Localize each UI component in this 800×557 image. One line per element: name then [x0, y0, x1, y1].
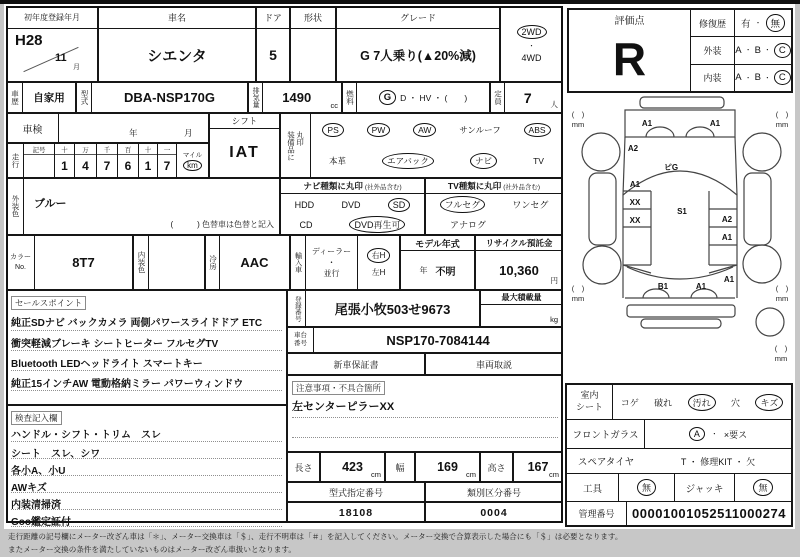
- import-parallel: 並行: [323, 269, 340, 279]
- equip-airbag-circled: エアバック: [382, 153, 434, 169]
- mileage-digit-100: 6: [124, 159, 132, 173]
- mileage-unit-mile: マイル: [182, 152, 203, 159]
- sales-line-2: 衝突軽減ブレーキ シートヒーター フルセグTV: [11, 331, 282, 351]
- import-lh: 左H: [371, 267, 386, 277]
- sales-line-1: 純正SDナビ バックカメラ 両側パワースライドドア ETC: [11, 311, 282, 331]
- mileage-digit-1: 7: [163, 159, 171, 173]
- front-bumper-strip: [640, 97, 724, 108]
- rating-score: R: [612, 33, 647, 85]
- shaken-cell: [6, 113, 209, 143]
- drive-type-cell: [500, 6, 563, 82]
- exterior-color-cell: [6, 178, 280, 235]
- mark-rear-a1: A1: [695, 282, 707, 291]
- width-label: 幅: [385, 452, 415, 482]
- drive-2wd-circled: 2WD: [517, 25, 547, 39]
- footer-note-line-2: またメーター交換の条件を満たしていないものはメーター改ざん車扱いとなります。: [8, 545, 296, 554]
- ac-label: 冷房: [206, 236, 220, 289]
- tv-fullseg-circled: フルセグ: [440, 196, 486, 213]
- seat-kizu-circled: キズ: [755, 394, 783, 411]
- left-fender-line: [623, 137, 625, 195]
- width-unit: cm: [466, 470, 476, 479]
- note-line-6: Goo鑑定証付: [11, 510, 282, 527]
- mark-front-left: A1: [641, 119, 653, 128]
- navi-sd-circled: SD: [388, 198, 411, 212]
- exterior-grade-b: B: [754, 44, 761, 56]
- spare-tire-label: スペアタイヤ: [577, 457, 635, 468]
- tv-oneseg: ワンセグ: [512, 200, 549, 210]
- fuel-gasoline-circled: G: [379, 90, 396, 105]
- tread-bracket-fl: ( ): [571, 110, 585, 119]
- registration-cell: [287, 290, 480, 327]
- equip-abs-circled: ABS: [524, 123, 551, 137]
- exterior-grade-a: A: [735, 44, 742, 56]
- mark-roof-s1: S1: [677, 207, 687, 216]
- seat-yogore-circled: 汚れ: [688, 394, 716, 411]
- max-load-label: 最大積載量: [481, 291, 562, 305]
- tread-mm-spare: mm: [774, 354, 788, 363]
- mileage-label: 走行: [7, 144, 24, 177]
- history-value: 自家用: [33, 92, 65, 104]
- mark-right-a1: A1: [721, 233, 733, 242]
- windshield-a-circled: A: [689, 427, 705, 441]
- note-line-1: ハンドル・シフト・トリム スレ: [11, 426, 282, 442]
- headlight-arc-left: [646, 127, 674, 137]
- car-name-cell: [98, 6, 256, 82]
- repair-dot: ・: [754, 20, 762, 28]
- classification-value: 0004: [425, 502, 563, 523]
- right-side-panel: [744, 173, 771, 245]
- chassis-label-2: 番号: [294, 340, 307, 347]
- note-line-3: 各小A、小U: [11, 459, 282, 476]
- drive-4wd: 4WD: [521, 53, 542, 63]
- rear-left-wheel: [583, 246, 621, 284]
- tools-label: 工具: [567, 474, 619, 501]
- tools-none-circled: 無: [637, 479, 656, 496]
- navi-hdd: HDD: [294, 199, 315, 210]
- exterior-grade-c-circled: C: [774, 43, 791, 58]
- interior-dot-2: ・: [763, 74, 771, 82]
- mileage-header-100k: 十: [55, 144, 74, 155]
- caution-empty-1: [292, 418, 558, 438]
- navi-type-sublabel: (社外品含む): [364, 183, 402, 191]
- seat-ana: 穴: [731, 397, 741, 408]
- import-dot: ・: [327, 257, 336, 267]
- mark-windshield: ピG: [663, 163, 679, 172]
- control-no-value: 00001001052511000274: [632, 506, 786, 521]
- mark-rear-right-a1: A1: [723, 275, 735, 284]
- exterior-color-value: ブルー: [34, 198, 67, 210]
- rear-window-arc: [627, 267, 733, 279]
- mark-rear-b1: B1: [657, 282, 669, 291]
- classification-label: 類別区分番号: [425, 482, 563, 502]
- front-left-wheel: [582, 133, 620, 171]
- headlight-arc-right: [686, 127, 714, 137]
- height-label: 高さ: [480, 452, 513, 482]
- mileage-header-10: 十: [139, 144, 157, 155]
- car-damage-diagram: [565, 93, 795, 383]
- new-car-warranty-cell: 新車保証書: [287, 353, 425, 375]
- model-year-cell: [400, 235, 475, 290]
- tv-analog: アナログ: [450, 220, 487, 230]
- windshield-dot: ・: [710, 431, 718, 438]
- shaken-month-unit: 月: [184, 128, 193, 138]
- seat-label-2: シート: [575, 402, 603, 412]
- windshield-label: フロントガラス: [567, 420, 645, 448]
- navi-type-label: ナビ種類に丸印: [303, 181, 363, 191]
- equip-aw-circled: AW: [413, 123, 436, 137]
- color-no-label-2: No.: [15, 263, 26, 271]
- first-registration-label: 初年度登録年月: [7, 7, 97, 29]
- interior-color-label: 内装色: [134, 236, 149, 289]
- tv-type-cell: [425, 178, 563, 235]
- car-name-value: シエンタ: [147, 47, 207, 65]
- recycle-label: リサイクル預託金: [476, 236, 562, 251]
- rear-right-wheel: [743, 245, 781, 283]
- shaken-year-unit: 年: [129, 128, 138, 138]
- displacement-unit: cc: [330, 101, 338, 110]
- shift-cell: [209, 113, 280, 178]
- fuel-other-options: D ・ HV ・ ( ): [400, 92, 468, 103]
- mark-left-xx2: XX: [629, 216, 641, 225]
- capacity-label: 定員: [491, 83, 505, 112]
- jack-none-circled: 無: [753, 479, 772, 496]
- diagonal-divider: [23, 47, 78, 72]
- equip-tv: TV: [533, 156, 544, 167]
- chassis-label-1: 車台: [294, 331, 307, 339]
- repair-history-label: 修復歴: [691, 10, 735, 36]
- rear-bumper-upper: [627, 305, 735, 317]
- import-cell: [290, 235, 400, 290]
- tv-type-label: TV種類に丸印: [447, 181, 502, 191]
- max-load-unit: kg: [550, 315, 558, 324]
- import-rh-circled: 右H: [367, 248, 391, 263]
- tread-bracket-rr: ( ): [775, 284, 789, 293]
- type-designation-label: 型式指定番号: [287, 482, 425, 502]
- recycle-deposit-cell: [475, 235, 563, 290]
- seat-yabure: 破れ: [654, 397, 673, 408]
- rear-bumper-lower: [641, 319, 721, 328]
- mileage-digit-10k: 4: [82, 159, 89, 173]
- import-dealer: ディーラー: [311, 246, 352, 256]
- car-name-label: 車名: [99, 7, 255, 29]
- shape-cell: [290, 6, 336, 82]
- chassis-no-value: NSP170-7084144: [386, 332, 490, 348]
- caution-tag: 注意事項・不具合箇所: [292, 381, 385, 395]
- mileage-digit-kigo: [24, 155, 54, 177]
- color-no-label-1: カラー: [10, 254, 31, 262]
- interior-grade-a: A: [735, 72, 742, 84]
- displacement-cell: [248, 82, 342, 113]
- shape-label: 形状: [291, 7, 335, 29]
- inspection-notes-box: [6, 405, 287, 528]
- interior-grade-b: B: [754, 72, 761, 84]
- model-year-value: 不明: [435, 266, 456, 278]
- max-load-cell: [480, 290, 563, 327]
- mark-front-right: A1: [709, 119, 721, 128]
- mark-left-a1: A1: [629, 180, 641, 189]
- navi-dvd: DVD: [341, 199, 361, 210]
- type-designation-value: 18108: [287, 502, 425, 523]
- interior-color-value: [149, 236, 204, 289]
- top-scan-bar: [0, 0, 800, 4]
- repair-yes: 有: [740, 19, 751, 31]
- width-value-cell: [415, 452, 480, 482]
- right-condition-table: [565, 383, 793, 527]
- registration-label: 登録番号: [288, 291, 306, 326]
- mileage-header-1k: 千: [97, 144, 117, 155]
- spare-tire-value: T ・ 修理KIT ・ 欠: [680, 456, 756, 467]
- length-value-cell: [320, 452, 385, 482]
- model-code-cell: [76, 82, 248, 113]
- jack-label: ジャッキ: [675, 474, 735, 501]
- seat-koge: コゲ: [620, 397, 639, 408]
- mileage-unit-km-circled: km: [183, 160, 202, 171]
- color-no-value: 8T7: [72, 255, 95, 270]
- exterior-dot-2: ・: [763, 47, 771, 55]
- seat-label-1: 室内: [580, 390, 599, 401]
- windshield-rest: ×要ス: [723, 429, 748, 440]
- door-value: 5: [269, 47, 277, 63]
- rating-box: [567, 8, 793, 93]
- length-value: 423: [342, 460, 363, 474]
- history-label: 車歴: [7, 83, 23, 112]
- mileage-digit-100k: 1: [61, 159, 68, 173]
- spare-tire: [756, 308, 784, 336]
- first-registration-cell: [6, 6, 98, 82]
- right-fender-line: [735, 137, 737, 195]
- drive-dot: ・: [528, 43, 535, 50]
- model-year-unit: 年: [419, 265, 428, 275]
- model-code-value: DBA-NSP170G: [123, 90, 216, 105]
- mark-left-xx1: XX: [629, 198, 641, 207]
- ac-value: AAC: [240, 255, 269, 270]
- exterior-grade-label: 外装: [691, 37, 735, 63]
- control-no-label: 管理番号: [567, 502, 627, 525]
- door-cell: [256, 6, 290, 82]
- footer-note-line-1: 走行距離の記号欄にメーター改ざん車は「＊」、メーター交換車は「＄」、走行不明車は「＃」を記入してください。メーター交換で合算表示した場合にも「＄」は必要となります。: [8, 532, 623, 541]
- recycle-unit: 円: [550, 276, 558, 285]
- tread-bracket-rl: ( ): [571, 284, 585, 293]
- chassis-no-cell: [287, 327, 563, 353]
- grade-label: グレード: [337, 7, 499, 29]
- first-reg-month-unit: 月: [73, 64, 80, 71]
- interior-grade-label: 内装: [691, 65, 735, 91]
- equip-navi-circled: ナビ: [470, 153, 497, 169]
- mileage-header-100: 百: [118, 144, 138, 155]
- shape-value: [291, 29, 335, 81]
- front-right-wheel: [743, 133, 781, 171]
- note-line-5: 内装清掃済: [11, 493, 282, 510]
- tread-mm-fr: mm: [775, 120, 789, 129]
- equip-ps-circled: PS: [322, 123, 343, 137]
- grade-cell: [336, 6, 500, 82]
- left-side-panel: [589, 173, 616, 245]
- capacity-value: 7: [523, 89, 532, 106]
- import-label: 輸入車: [291, 236, 306, 289]
- capacity-cell: [490, 82, 563, 113]
- shift-label: シフト: [210, 114, 279, 129]
- capacity-unit: 人: [550, 100, 558, 109]
- height-unit: cm: [549, 470, 559, 479]
- interior-dot-1: ・: [744, 74, 752, 82]
- navi-cd: CD: [299, 219, 313, 230]
- equipment-label: 装備品に 丸印: [281, 114, 311, 177]
- caution-box: [287, 375, 563, 452]
- mark-right-a2: A2: [721, 215, 733, 224]
- sales-line-3: Bluetooth LEDヘッドライト スマートキー: [11, 351, 282, 371]
- length-unit: cm: [371, 470, 381, 479]
- shaken-label: 車検: [7, 114, 59, 142]
- mileage-digit-1k: 7: [103, 159, 111, 173]
- grade-value: G 7人乗り(▲20%減): [360, 49, 476, 63]
- note-line-2: シート スレ、シワ: [11, 442, 282, 459]
- equip-pw-circled: PW: [367, 123, 391, 137]
- equip-leather: 本革: [329, 156, 347, 167]
- fuel-label: 燃料: [343, 83, 357, 112]
- exterior-color-label: 外装色: [7, 179, 24, 234]
- equip-sunroof: サンルーフ: [459, 124, 501, 135]
- equipment-cell: [280, 113, 563, 178]
- sales-points-tag: セールスポイント: [11, 296, 86, 310]
- recycle-value: 10,360: [499, 262, 539, 278]
- fuel-cell: [342, 82, 490, 113]
- height-value-cell: [513, 452, 563, 482]
- displacement-value: 1490: [282, 90, 312, 105]
- tread-bracket-fr: ( ): [775, 110, 789, 119]
- mileage-header-10k: 万: [75, 144, 96, 155]
- repair-no-circled: 無: [766, 14, 786, 32]
- width-value: 169: [437, 460, 458, 474]
- first-registration-value: [7, 29, 97, 81]
- tread-mm-rr: mm: [775, 294, 789, 303]
- mark-fender-a2: A2: [627, 144, 639, 153]
- sales-line-4: 純正15インチAW 電動格納ミラー パワーウィンドウ: [11, 371, 282, 391]
- exterior-color-note: ( ) 色替車は色替と記入: [170, 220, 274, 229]
- shift-value: IAT: [229, 144, 260, 161]
- tread-mm-fl: mm: [571, 120, 585, 129]
- first-reg-year: H28: [15, 32, 43, 49]
- displacement-label: 排気量: [249, 83, 263, 112]
- mileage-digit-10: 1: [144, 159, 152, 173]
- caution-line: 左センターピラーXX: [292, 396, 558, 418]
- color-no-cell: [6, 235, 133, 290]
- tread-bracket-spare: ( ): [774, 344, 788, 353]
- sales-points-box: [6, 290, 287, 405]
- mileage-cell: [6, 143, 209, 178]
- length-label: 長さ: [287, 452, 320, 482]
- ac-cell: [205, 235, 290, 290]
- inspection-notes-tag: 検査記入欄: [11, 411, 62, 425]
- model-code-label: 型式: [77, 83, 92, 112]
- exterior-dot-1: ・: [744, 47, 752, 55]
- note-line-4: AWキズ: [11, 476, 282, 493]
- door-label: ドア: [257, 7, 289, 29]
- interior-grade-c-circled: C: [774, 70, 791, 85]
- tv-type-sublabel: (社外品含む): [503, 183, 541, 191]
- height-value: 167: [527, 460, 549, 474]
- mileage-header-kigo: 記号: [24, 144, 54, 155]
- vehicle-manual-cell: 車両取説: [425, 353, 563, 375]
- first-reg-month: 11: [55, 52, 67, 64]
- navi-type-cell: [280, 178, 425, 235]
- rating-label: 評価点: [614, 15, 645, 27]
- interior-color-cell: [133, 235, 205, 290]
- history-cell: [6, 82, 76, 113]
- mileage-header-1: 一: [158, 144, 176, 155]
- navi-dvd-play-circled: DVD再生可: [349, 216, 405, 233]
- tread-mm-rl: mm: [571, 294, 585, 303]
- model-year-label: モデル年式: [401, 236, 474, 251]
- registration-value: 尾張小牧503せ9673: [334, 302, 451, 317]
